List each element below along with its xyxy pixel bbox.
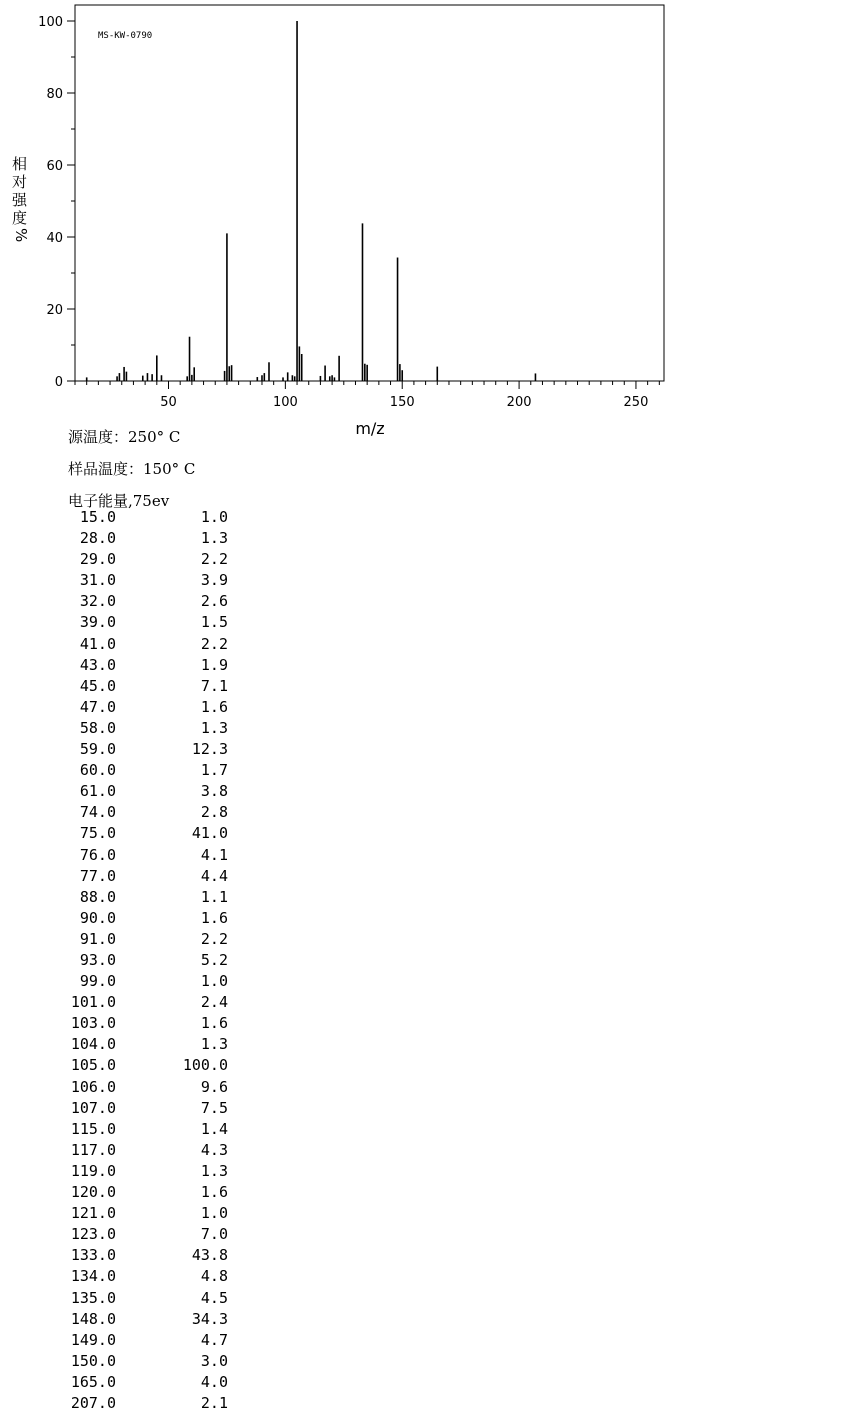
table-row	[60, 972, 260, 990]
table-row	[60, 592, 260, 610]
mz-value: 104.0	[70, 1035, 116, 1054]
intensity-value: 1.3	[200, 529, 228, 548]
electron-energy: 电子能量,75ev	[68, 492, 170, 510]
table-row	[60, 508, 260, 526]
table-row	[60, 1056, 260, 1074]
table-row	[60, 909, 260, 927]
mz-value: 91.0	[79, 929, 116, 948]
mz-value: 117.0	[70, 1140, 116, 1159]
mz-value: 150.0	[70, 1351, 116, 1370]
intensity-value: 1.5	[200, 613, 228, 632]
table-row	[60, 888, 260, 906]
mz-value: 149.0	[70, 1330, 116, 1349]
y-tick-label: 20	[46, 303, 63, 318]
intensity-value: 2.2	[200, 550, 228, 569]
mz-value: 41.0	[79, 634, 116, 653]
table-row	[60, 951, 260, 969]
intensity-value: 1.6	[200, 697, 228, 716]
y-axis-label-char: 对	[12, 173, 28, 191]
x-tick-label: 200	[506, 395, 532, 410]
table-row	[60, 1120, 260, 1138]
mz-value: 28.0	[79, 529, 116, 548]
y-tick-label: 80	[46, 87, 63, 102]
intensity-value: 2.2	[200, 634, 228, 653]
table-row	[60, 1289, 260, 1307]
mz-value: 105.0	[70, 1056, 116, 1075]
intensity-value: 9.6	[200, 1077, 228, 1096]
table-row	[60, 656, 260, 674]
intensity-value: 4.7	[200, 1330, 228, 1349]
intensity-value: 7.5	[200, 1098, 228, 1117]
table-row	[60, 1204, 260, 1222]
table-row	[60, 1014, 260, 1032]
x-axis-label: m/z	[355, 419, 385, 438]
sample-temperature: 样品温度：150° C	[68, 460, 196, 478]
mz-value: 88.0	[79, 887, 116, 906]
mz-value: 103.0	[70, 1014, 116, 1033]
mass-spectrum-chart	[0, 0, 850, 445]
intensity-value: 1.0	[200, 508, 228, 526]
x-axis	[75, 381, 659, 410]
y-tick-label: 100	[38, 15, 63, 30]
table-row	[60, 698, 260, 716]
mz-value: 15.0	[79, 508, 116, 526]
intensity-value: 1.6	[200, 1014, 228, 1033]
mz-value: 101.0	[70, 993, 116, 1012]
source-temperature: 源温度：250° C	[68, 428, 181, 446]
intensity-value: 3.8	[200, 782, 228, 801]
intensity-value: 12.3	[191, 740, 228, 759]
x-tick-label: 100	[272, 395, 298, 410]
intensity-value: 2.8	[200, 803, 228, 822]
mz-value: 133.0	[70, 1246, 116, 1265]
table-row	[60, 782, 260, 800]
intensity-value: 1.0	[200, 1204, 228, 1223]
intensity-value: 3.0	[200, 1351, 228, 1370]
intensity-value: 2.4	[200, 993, 228, 1012]
intensity-value: 100.0	[182, 1056, 228, 1075]
mz-value: 115.0	[70, 1119, 116, 1138]
mz-value: 29.0	[79, 550, 116, 569]
intensity-value: 34.3	[191, 1309, 228, 1328]
y-axis-label-char: 强	[12, 191, 28, 209]
table-row	[60, 1310, 260, 1328]
mz-value: 43.0	[79, 655, 116, 674]
intensity-value: 1.6	[200, 1183, 228, 1202]
intensity-value: 4.1	[200, 845, 228, 864]
y-axis-label-char: 度	[12, 209, 28, 227]
mz-value: 90.0	[79, 908, 116, 927]
table-row	[60, 1246, 260, 1264]
mz-value: 74.0	[79, 803, 116, 822]
mz-value: 119.0	[70, 1161, 116, 1180]
mz-value: 60.0	[79, 761, 116, 780]
mz-value: 75.0	[79, 824, 116, 843]
intensity-value: 2.2	[200, 929, 228, 948]
table-row	[60, 719, 260, 737]
intensity-value: 1.3	[200, 1035, 228, 1054]
intensity-value: 3.9	[200, 571, 228, 590]
table-row	[60, 1394, 260, 1412]
mz-value: 134.0	[70, 1267, 116, 1286]
intensity-value: 1.3	[200, 1161, 228, 1180]
mz-value: 39.0	[79, 613, 116, 632]
y-axis-label	[12, 155, 30, 242]
plot-frame	[75, 5, 664, 381]
mz-value: 106.0	[70, 1077, 116, 1096]
x-tick-label: 150	[389, 395, 415, 410]
intensity-value: 5.2	[200, 951, 228, 969]
intensity-value: 4.8	[200, 1267, 228, 1286]
mz-value: 207.0	[70, 1394, 116, 1412]
y-tick-label: 60	[46, 159, 63, 174]
table-row	[60, 1099, 260, 1117]
table-row	[60, 846, 260, 864]
mz-value: 31.0	[79, 571, 116, 590]
mz-value: 47.0	[79, 697, 116, 716]
mz-value: 121.0	[70, 1204, 116, 1223]
mz-value: 135.0	[70, 1288, 116, 1307]
mz-value: 93.0	[79, 951, 116, 969]
intensity-value: 1.1	[200, 887, 228, 906]
table-row	[60, 1141, 260, 1159]
mz-value: 61.0	[79, 782, 116, 801]
spectrum-code-label: MS-KW-0790	[98, 31, 153, 41]
table-row	[60, 803, 260, 821]
y-axis-label-char: 相	[12, 155, 28, 173]
intensity-value: 41.0	[191, 824, 228, 843]
table-row	[60, 867, 260, 885]
x-tick-label: 50	[160, 395, 177, 410]
intensity-value: 7.0	[200, 1225, 228, 1244]
table-row	[60, 529, 260, 547]
table-row	[60, 993, 260, 1011]
y-axis-label-char: %	[12, 228, 30, 243]
table-row	[60, 1035, 260, 1053]
table-row	[60, 1352, 260, 1370]
spectrum-peaks	[87, 21, 536, 381]
table-row	[60, 635, 260, 653]
table-row	[60, 740, 260, 758]
mz-value: 148.0	[70, 1309, 116, 1328]
table-row	[60, 930, 260, 948]
table-row	[60, 1162, 260, 1180]
mz-value: 123.0	[70, 1225, 116, 1244]
x-tick-label: 250	[623, 395, 649, 410]
mz-value: 59.0	[79, 740, 116, 759]
table-row	[60, 613, 260, 631]
intensity-value: 4.4	[200, 866, 228, 885]
intensity-value: 4.3	[200, 1140, 228, 1159]
mz-value: 165.0	[70, 1372, 116, 1391]
mz-value: 45.0	[79, 676, 116, 695]
intensity-value: 1.0	[200, 972, 228, 991]
table-row	[60, 1331, 260, 1349]
table-row	[60, 550, 260, 568]
table-row	[60, 1373, 260, 1391]
intensity-value: 2.6	[200, 592, 228, 611]
mz-value: 76.0	[79, 845, 116, 864]
mz-value: 107.0	[70, 1098, 116, 1117]
intensity-value: 2.1	[200, 1394, 228, 1412]
table-row	[60, 1078, 260, 1096]
y-tick-label: 0	[54, 375, 63, 390]
intensity-value: 4.5	[200, 1288, 228, 1307]
mz-value: 120.0	[70, 1183, 116, 1202]
mz-value: 32.0	[79, 592, 116, 611]
y-axis	[38, 15, 75, 390]
mz-value: 77.0	[79, 866, 116, 885]
table-row	[60, 1267, 260, 1285]
intensity-value: 1.4	[200, 1119, 228, 1138]
mz-value: 58.0	[79, 718, 116, 737]
table-row	[60, 1183, 260, 1201]
table-row	[60, 1225, 260, 1243]
intensity-value: 4.0	[200, 1372, 228, 1391]
table-row	[60, 677, 260, 695]
table-row	[60, 824, 260, 842]
table-row	[60, 571, 260, 589]
table-row	[60, 761, 260, 779]
y-tick-label: 40	[46, 231, 63, 246]
intensity-value: 1.3	[200, 718, 228, 737]
intensity-value: 43.8	[191, 1246, 228, 1265]
mz-value: 99.0	[79, 972, 116, 991]
intensity-value: 1.9	[200, 655, 228, 674]
intensity-value: 7.1	[200, 676, 228, 695]
intensity-value: 1.6	[200, 908, 228, 927]
intensity-value: 1.7	[200, 761, 228, 780]
